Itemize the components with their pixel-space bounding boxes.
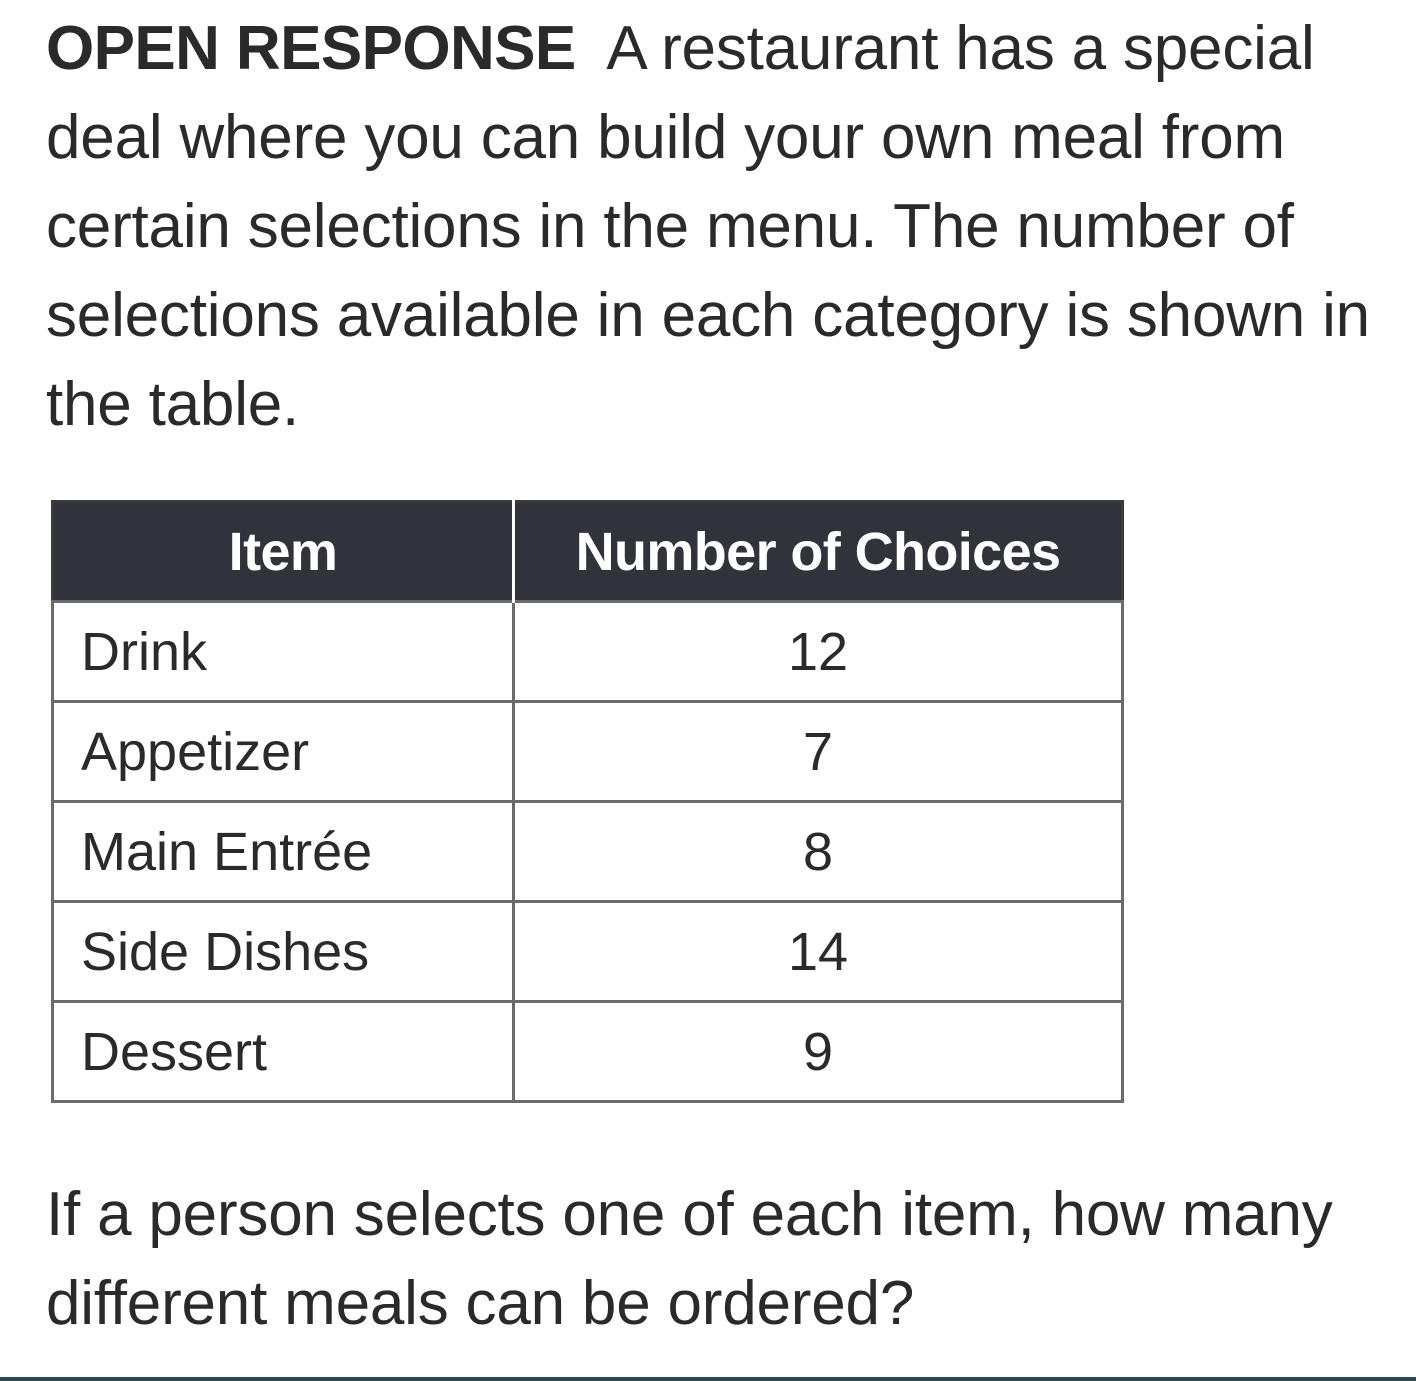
header-number-of-choices: Number of Choices (514, 502, 1123, 602)
table-header-row (53, 502, 1123, 602)
table-row (53, 802, 1123, 902)
open-response-label: OPEN RESPONSE (46, 14, 576, 83)
choices-cell: 9 (514, 1002, 1123, 1102)
choices-cell: 14 (514, 902, 1123, 1002)
table-row (53, 1002, 1123, 1102)
item-cell: Drink (53, 602, 514, 702)
problem-text: A restaurant has a special deal where you can build your own meal from certain selections in the menu. The number of selections available in each category is shown in the table. (46, 14, 1370, 439)
choices-cell: 8 (514, 802, 1123, 902)
problem-intro (46, 4, 1396, 449)
bottom-divider (0, 1377, 1416, 1381)
header-item: Item (53, 502, 514, 602)
table-row (53, 902, 1123, 1002)
item-cell: Main Entrée (53, 802, 514, 902)
table-row (53, 702, 1123, 802)
question-text: If a person selects one of each item, how many different meals can be ordered? (46, 1180, 1333, 1338)
choices-cell: 12 (514, 602, 1123, 702)
choices-cell: 7 (514, 702, 1123, 802)
table-row (53, 602, 1123, 702)
item-cell: Dessert (53, 1002, 514, 1102)
item-cell: Side Dishes (53, 902, 514, 1002)
item-cell: Appetizer (53, 702, 514, 802)
menu-choices-table (51, 500, 1124, 1103)
